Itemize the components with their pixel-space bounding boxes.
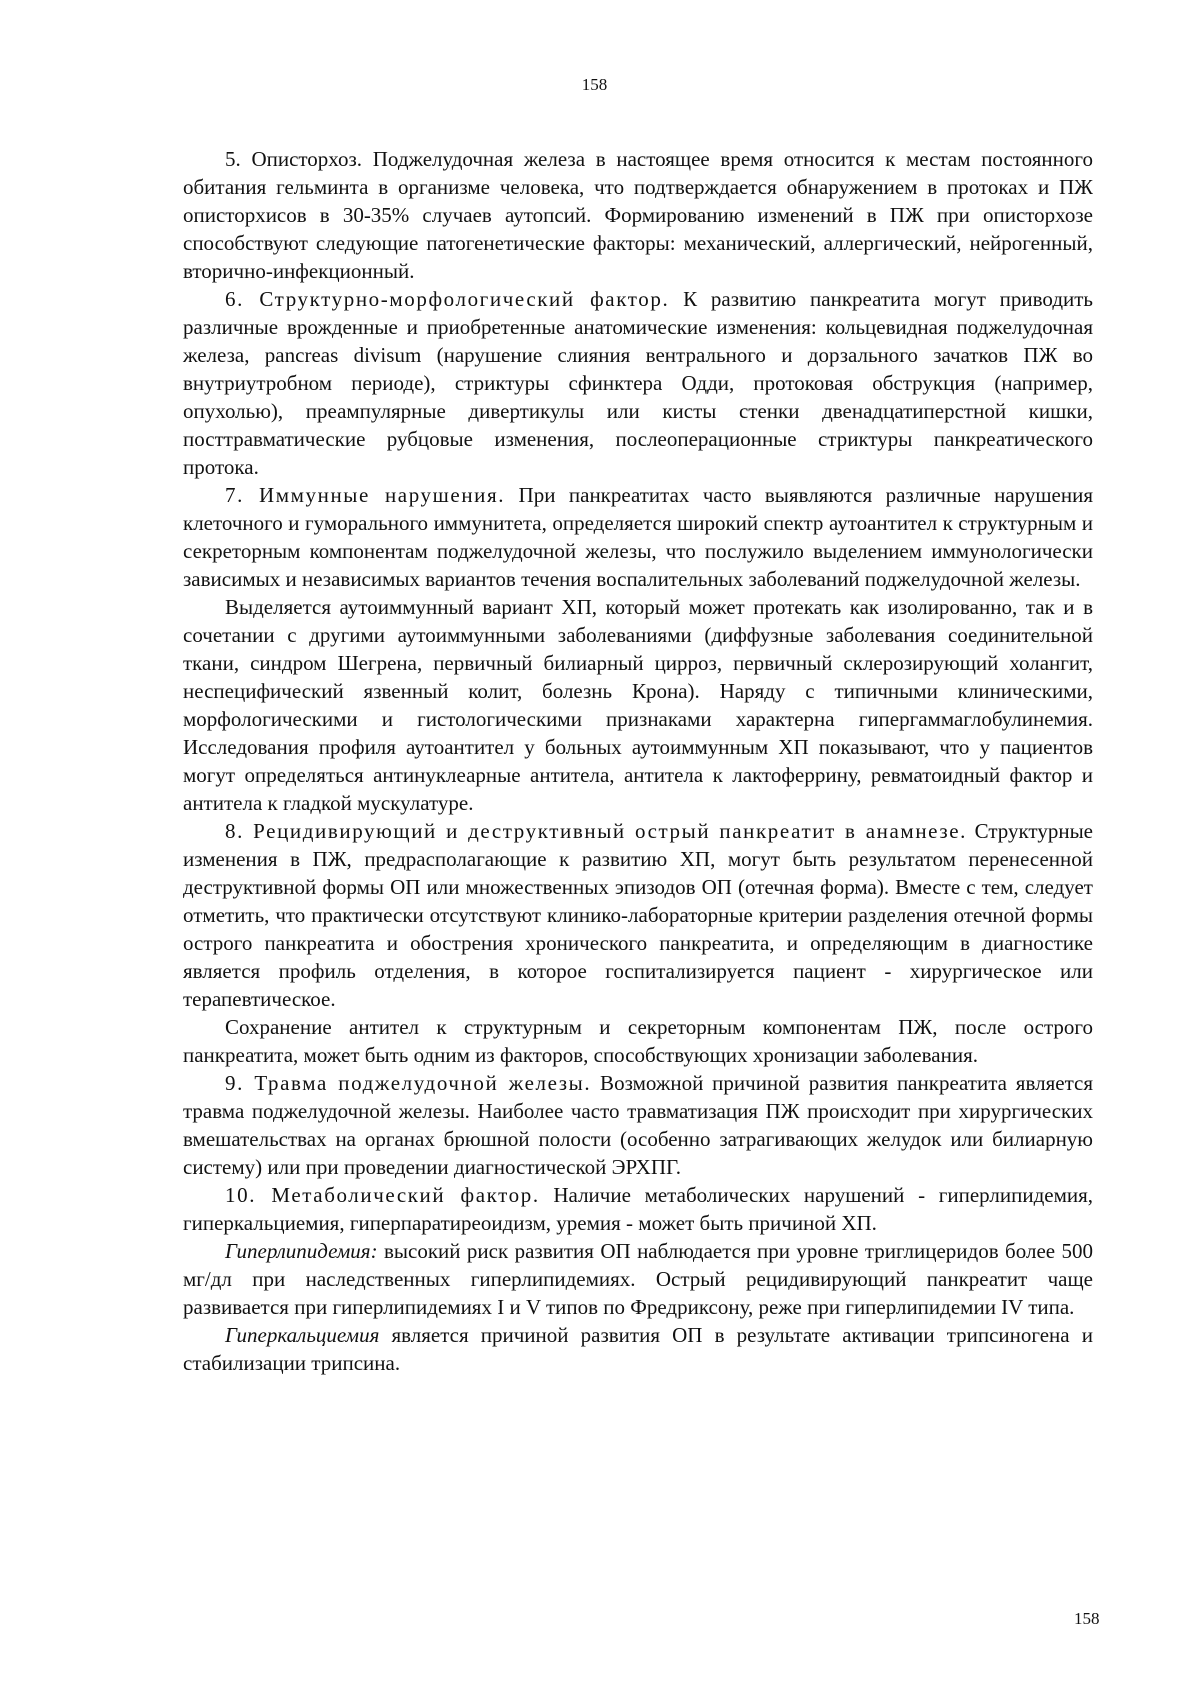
paragraph-recurrent-pancreatitis: [183, 817, 1093, 1013]
paragraph-text: Выделяется аутоиммунный вариант ХП, который может протекать как изолированно, так и в сочетании с другими аутоиммунными заболеваниями (диффузные заболевания соединительной ткани, синдром Шегрена, первичный билиарный цирроз, первичный склерозирующий холангит, неспецифический язвенный колит, болезнь Крона). Наряду с типичными клиническими, морфологическими и гистологическими признаками характерна гипергаммаглобулинемия. Исследования профиля аутоантител у больных аутоиммунным ХП показывают, что у пациентов могут определяться антинуклеарные антитела, антитела к лактоферрину, ревматоидный фактор и антитела к гладкой мускулатуре.: [183, 595, 1093, 815]
paragraph-hypercalcemia: [183, 1321, 1093, 1377]
paragraph-lead: Гиперкальциемия: [225, 1323, 380, 1347]
paragraph-lead: 8. Рецидивирующий и деструктивный острый панкреатит в анамнезе.: [225, 819, 968, 843]
paragraph-structural-morphological: [183, 285, 1093, 481]
paragraph-lead: 6. Структурно-морфологический фактор.: [225, 287, 670, 311]
page-number-bottom: 158: [1074, 1609, 1100, 1628]
paragraph-lead: 10. Метаболический фактор.: [225, 1183, 540, 1207]
paragraph-immune-disorders: [183, 481, 1093, 593]
body-text: [183, 145, 1093, 1377]
paragraph-lead: 7. Иммунные нарушения.: [225, 483, 506, 507]
paragraph-text: Возможной причиной развития панкреатита является травма поджелудочной железы. Наиболее часто травматизация ПЖ происходит при хирургических вмешательствах на органах брюшной полости (особенно затрагивающих желудок или билиарную систему) или при проведении диагностической ЭРХПГ.: [183, 1071, 1093, 1179]
paragraph-metabolic-factor: [183, 1181, 1093, 1237]
paragraph-text: является причиной развития ОП в результате активации трипсиногена и стабилизации трипсина.: [183, 1323, 1093, 1375]
paragraph-text: Сохранение антител к структурным и секреторным компонентам ПЖ, после острого панкреатита, может быть одним из факторов, способствующих хронизации заболевания.: [183, 1015, 1093, 1067]
paragraph-text: Структурные изменения в ПЖ, предрасполагающие к развитию ХП, могут быть результатом перенесенной деструктивной формы ОП или множественных эпизодов ОП (отечная форма). Вместе с тем, следует отметить, что практически отсутствуют клинико-лабораторные критерии разделения отечной формы острого панкреатита и обострения хронического панкреатита, и определяющим в диагностике является профиль отделения, в которое госпитализируется пациент - хирургическое или терапевтическое.: [183, 819, 1093, 1011]
paragraph-lead: Гиперлипидемия:: [225, 1239, 378, 1263]
paragraph-autoimmune-variant: [183, 593, 1093, 817]
paragraph-text: высокий риск развития ОП наблюдается при уровне триглицеридов более 500 мг/дл при наследственных гиперлипидемиях. Острый рецидивирующий панкреатит чаще развивается при гиперлипидемиях I и V типов по Фредриксону, реже при гиперлипидемии IV типа.: [183, 1239, 1093, 1319]
page-number-top: 158: [581, 75, 608, 94]
paragraph-text: К развитию панкреатита могут приводить различные врожденные и приобретенные анатомические изменения: кольцевидная поджелудочная железа, pancreas divisum (нарушение слияния вентрального и дорзального зачатков ПЖ во внутриутробном периоде), стриктуры сфинктера Одди, протоковая обструкция (например, опухолью), преампулярные дивертикулы или кисты стенки двенадцатиперстной кишки, посттравматические рубцовые изменения, послеоперационные стриктуры панкреатического протока.: [183, 287, 1093, 479]
paragraph-text: При панкреатитах часто выявляются различные нарушения клеточного и гуморального иммунитета, определяется широкий спектр аутоантител к структурным и секреторным компонентам поджелудочной железы, что послужило выделением иммунологически зависимых и независимых вариантов течения воспалительных заболеваний поджелудочной железы.: [183, 483, 1093, 591]
paragraph-text: Поджелудочная железа в настоящее время относится к местам постоянного обитания гельминта в организме человека, что подтверждается обнаружением в протоках и ПЖ описторхисов в 30-35% случаев аутопсий. Формированию изменений в ПЖ при описторхозе способствуют следующие патогенетические факторы: механический, аллергический, нейрогенный, вторично-инфекционный.: [183, 147, 1094, 283]
paragraph-text: Наличие метаболических нарушений - гиперлипидемия, гиперкальциемия, гиперпаратиреоидизм, уремия - может быть причиной ХП.: [183, 1183, 1094, 1235]
paragraph-antibodies: [183, 1013, 1093, 1069]
paragraph-pancreas-trauma: [183, 1069, 1093, 1181]
paragraph-lead: 9. Травма поджелудочной железы.: [225, 1071, 592, 1095]
paragraph-hyperlipidemia: [183, 1237, 1093, 1321]
paragraph-opisthorchiasis: [183, 145, 1093, 285]
paragraph-lead: 5. Описторхоз.: [225, 147, 363, 171]
